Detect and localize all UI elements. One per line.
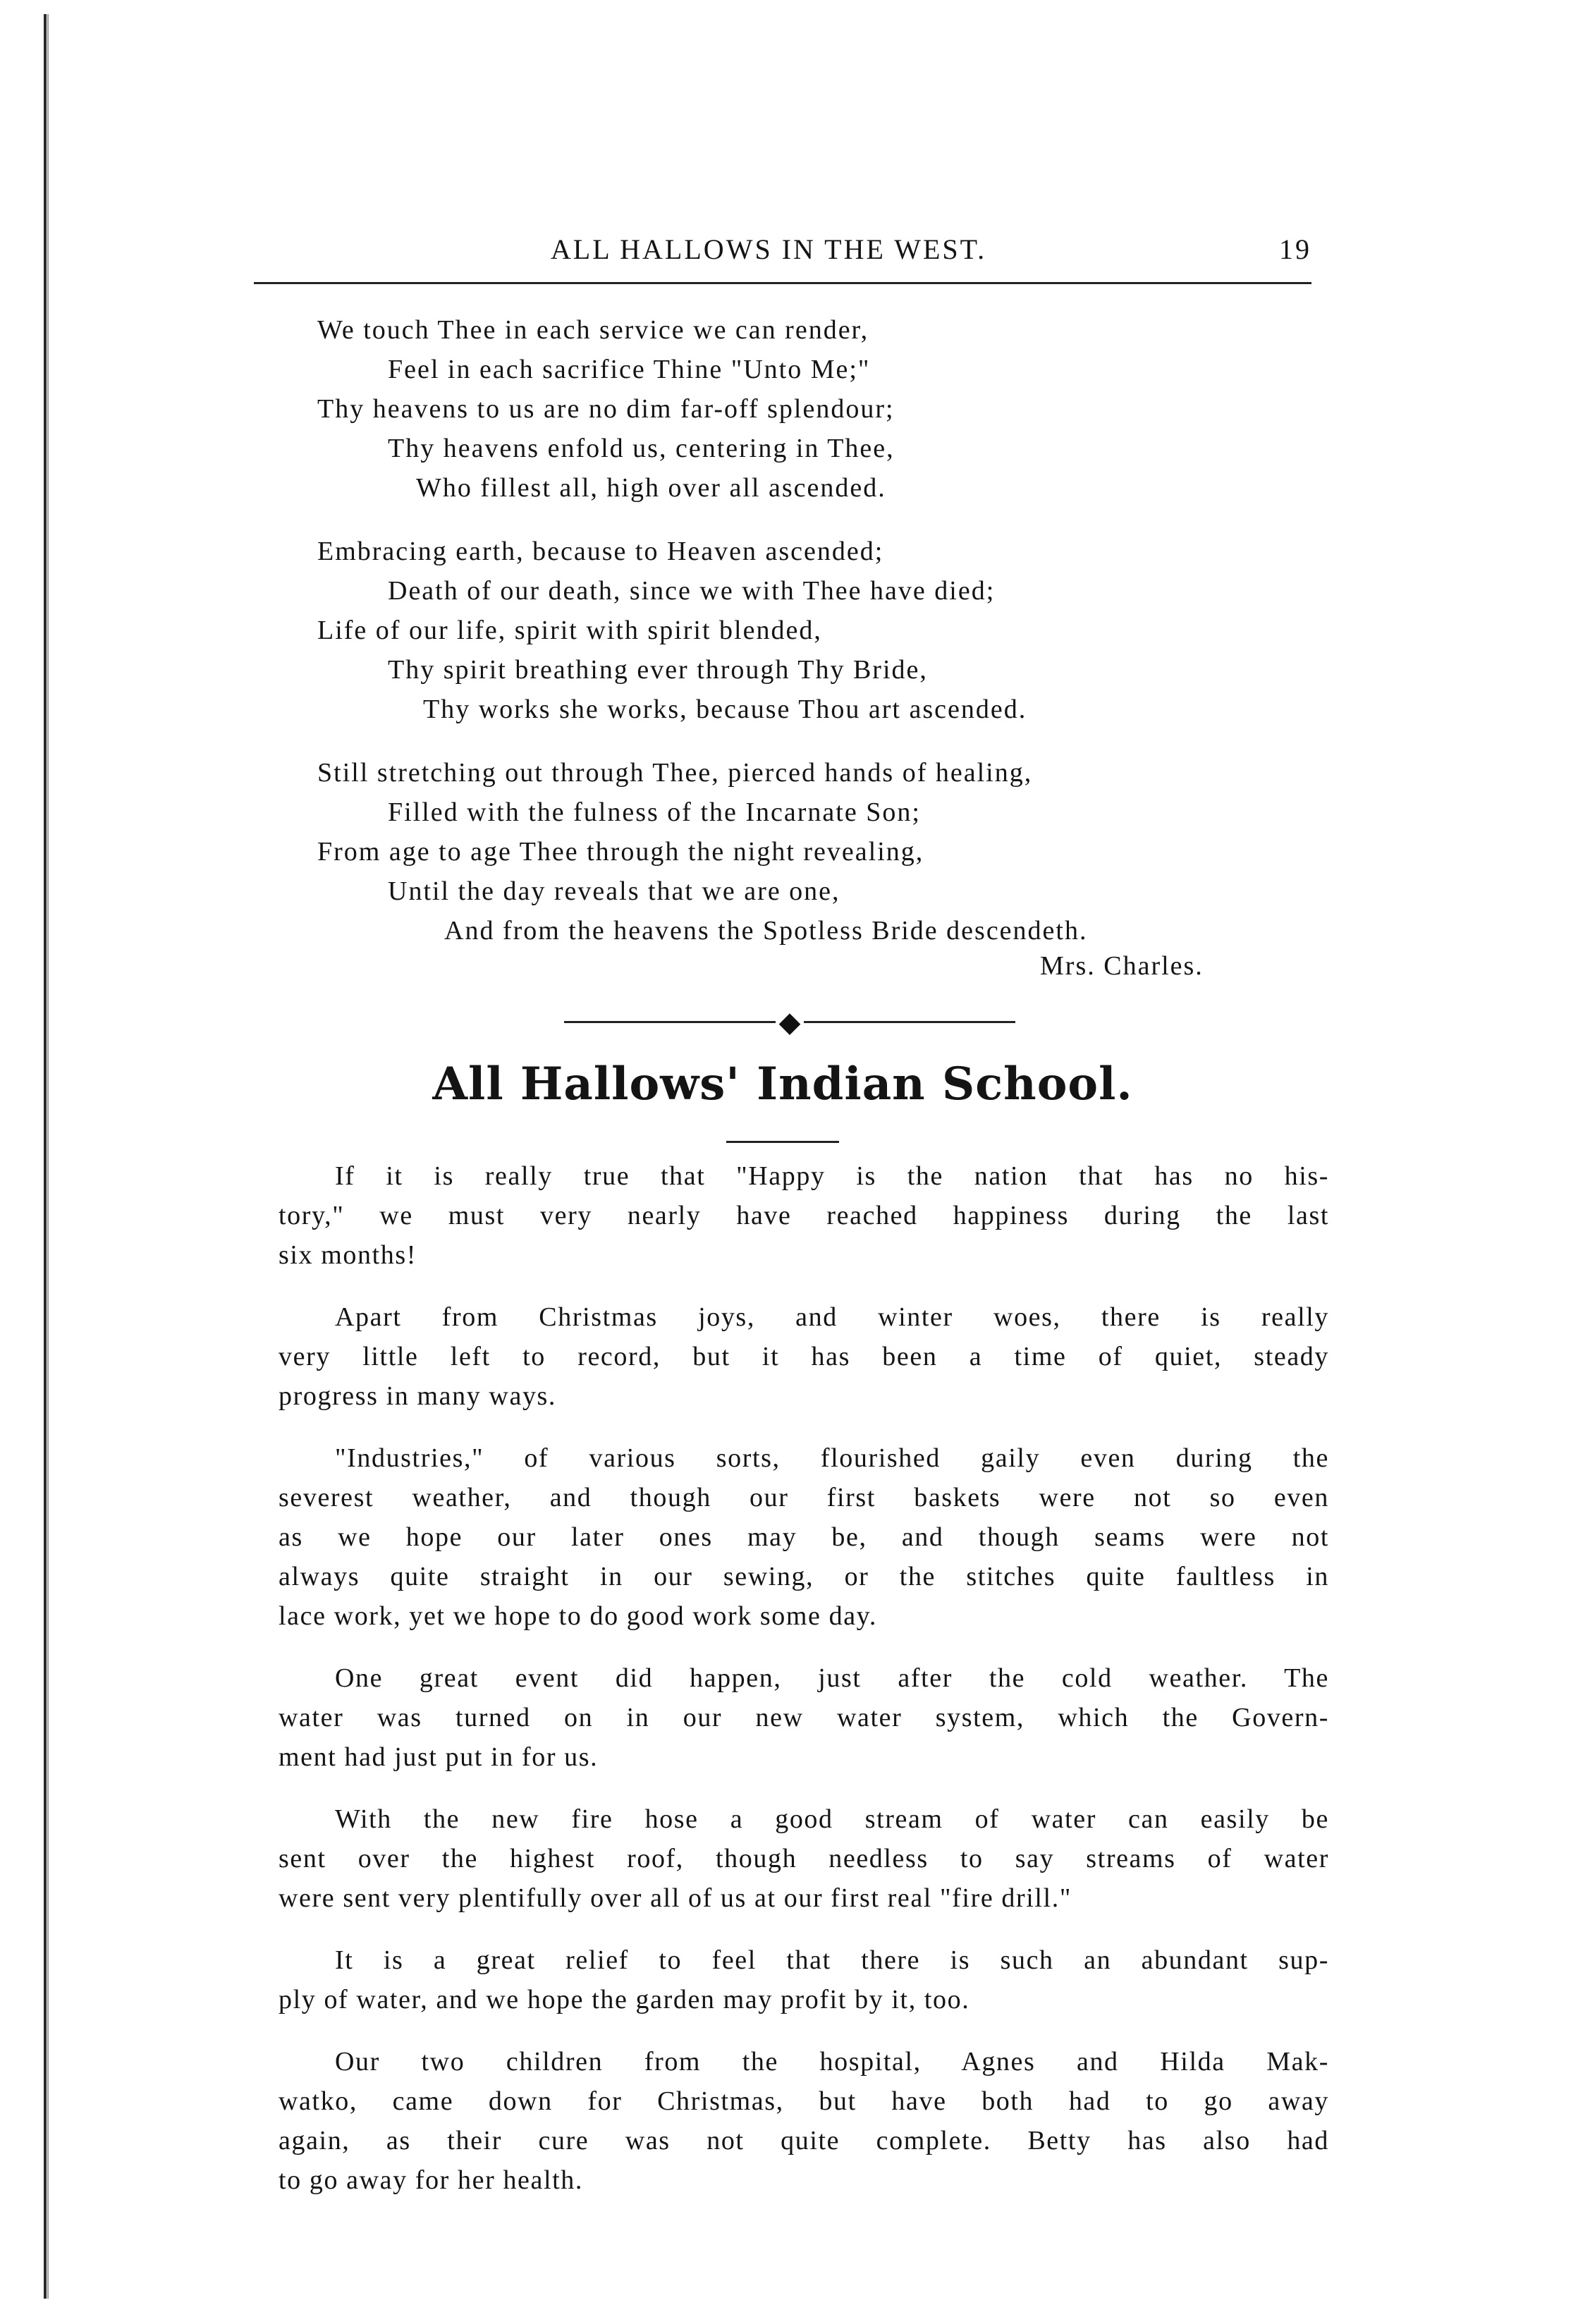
poem-line: Still stretching out through Thee, pierced hands of healing, [317,758,1033,788]
text-line: It is a great relief to feel that there is such an abundant sup- [335,1945,1329,1975]
poem-line: Filled with the fulness of the Incarnate Son; [388,797,921,827]
text-line: water was turned on in our new water system, which the Govern- [279,1703,1329,1732]
text-line: ply of water, and we hope the garden may profit by it, too. [279,1985,970,2014]
poem-line: Thy works she works, because Thou art ascended. [423,695,1027,724]
poem-attribution: Mrs. Charles. [1040,951,1204,981]
title-underline [726,1141,839,1143]
poem-line: Life of our life, spirit with spirit blended, [317,616,822,645]
page-binding-edge [44,14,47,2299]
text-line: "Industries," of various sorts, flourished gaily even during the [335,1443,1329,1473]
poem-stanza [317,753,1319,950]
paragraph [279,1297,1329,1416]
poem-line: Thy heavens to us are no dim far-off splendour; [317,394,895,424]
text-line: lace work, yet we hope to do good work some day. [279,1601,877,1631]
divider-rule [804,1021,1015,1023]
text-line: six months! [279,1240,417,1270]
poem-line: Thy spirit breathing ever through Thy Bride, [388,655,928,685]
poem-line: From age to age Thee through the night revealing, [317,837,924,867]
paragraph [279,1156,1329,1275]
poem-stanza [317,310,1319,508]
text-line: severest weather, and though our first baskets were not so even [279,1483,1329,1512]
header-rule [254,282,1311,284]
divider-rule [564,1021,776,1023]
poem-line: Death of our death, since we with Thee have died; [388,576,996,606]
text-line: ment had just put in for us. [279,1742,599,1772]
text-line: again, as their cure was not quite complete. Betty has also had [279,2126,1329,2155]
diamond-ornament-icon: ◆ [778,1006,801,1038]
running-head [254,233,1311,275]
poem-line: We touch Thee in each service we can render, [317,315,869,345]
text-line: If it is really true that "Happy is the nation that has no his- [335,1161,1329,1191]
text-line: One great event did happen, just after the cold weather. The [335,1663,1329,1693]
text-line: very little left to record, but it has been a time of quiet, steady [279,1342,1329,1371]
poem [317,310,1319,986]
paragraph [279,1940,1329,2019]
text-line: sent over the highest roof, though needless to say streams of water [279,1844,1329,1873]
poem-line: And from the heavens the Spotless Bride descendeth. [444,916,1088,946]
running-title: ALL HALLOWS IN THE WEST. [550,233,987,265]
paragraph [279,1658,1329,1777]
text-line: tory," we must very nearly have reached happiness during the last [279,1201,1329,1230]
article-body [279,1156,1329,2222]
text-line: Apart from Christmas joys, and winter woes, there is really [335,1302,1329,1332]
text-line: watko, came down for Christmas, but have both had to go away [279,2086,1329,2116]
section-divider [564,1008,1015,1036]
poem-stanza [317,532,1319,729]
section-title: All Hallows' Indian School. [432,1058,1133,1111]
text-line: to go away for her health. [279,2165,584,2195]
text-line: Our two children from the hospital, Agnes and Hilda Mak- [335,2047,1329,2077]
paragraph [279,1438,1329,1636]
poem-line: Until the day reveals that we are one, [388,876,840,906]
text-line: always quite straight in our sewing, or the stitches quite faultless in [279,1562,1329,1591]
text-line: were sent very plentifully over all of us at our first real "fire drill." [279,1883,1072,1913]
page-number: 19 [1279,233,1311,265]
text-line: With the new fire hose a good stream of water can easily be [335,1804,1329,1834]
poem-line: Embracing earth, because to Heaven ascended; [317,537,884,566]
paragraph [279,2042,1329,2200]
poem-line: Who fillest all, high over all ascended. [416,473,886,503]
text-line: as we hope our later ones may be, and though seams were not [279,1522,1329,1552]
poem-line: Feel in each sacrifice Thine "Unto Me;" [388,355,871,384]
paragraph [279,1799,1329,1918]
poem-line: Thy heavens enfold us, centering in Thee, [388,434,895,463]
text-line: progress in many ways. [279,1381,557,1411]
